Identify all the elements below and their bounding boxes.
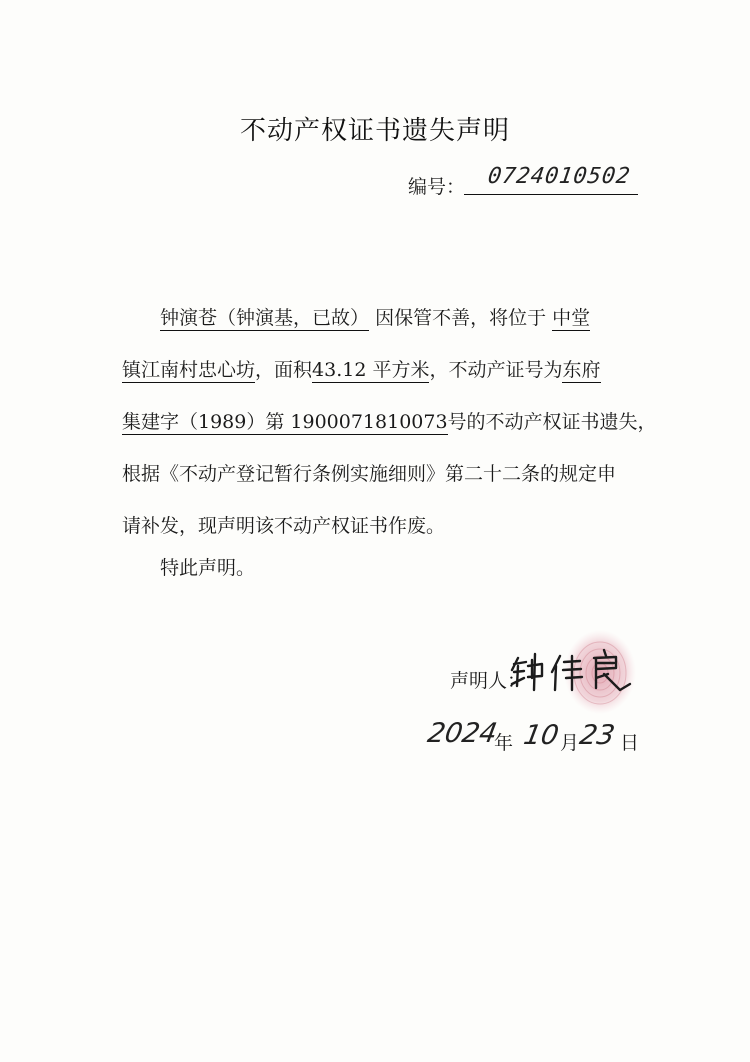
document-title: 不动产权证书遗失声明	[239, 116, 510, 146]
number-underline	[464, 194, 638, 195]
declaration-body	[122, 292, 657, 552]
date-row	[425, 718, 648, 768]
date-day: 23	[577, 720, 618, 751]
body-line-4: 根据《不动产登记暂行条例实施细则》第二十二条的规定申	[122, 463, 617, 485]
declarant-block	[450, 652, 650, 722]
body-line-5: 请补发，现声明该不动产权证书作废。	[122, 515, 446, 537]
date-day-unit: 日	[620, 732, 640, 754]
location-part-2: 镇江南村忠心坊	[122, 359, 256, 381]
owner-name: 钟演苍（钟演基，已故）	[160, 307, 370, 329]
cert-part-2: 集建字（1989）第 1900071810073	[122, 411, 448, 433]
date-month: 10	[521, 720, 562, 751]
body-line-1: 钟演苍（钟演基，已故） 因保管不善，将位于 中堂	[160, 307, 591, 329]
location-part-1: 中堂	[552, 307, 591, 329]
number-handwritten-value: 0724010502	[486, 164, 633, 189]
body-line-2: 镇江南村忠心坊，面积43.12 平方米，不动产证号为东府	[122, 359, 601, 381]
cert-part-1: 东府	[562, 359, 601, 381]
area-value: 43.12 平方米	[312, 359, 430, 381]
declarant-label: 声明人：	[450, 670, 527, 692]
document-number-row	[408, 164, 644, 202]
number-label: 编号：	[408, 176, 466, 198]
date-year: 2024	[425, 718, 500, 749]
date-month-unit: 月	[560, 732, 580, 754]
signature-handwritten	[508, 644, 648, 704]
date-year-unit: 年	[494, 732, 514, 754]
closing-statement: 特此声明。	[160, 557, 256, 579]
body-line-3: 集建字（1989）第 1900071810073号的不动产权证书遗失，	[122, 411, 657, 433]
